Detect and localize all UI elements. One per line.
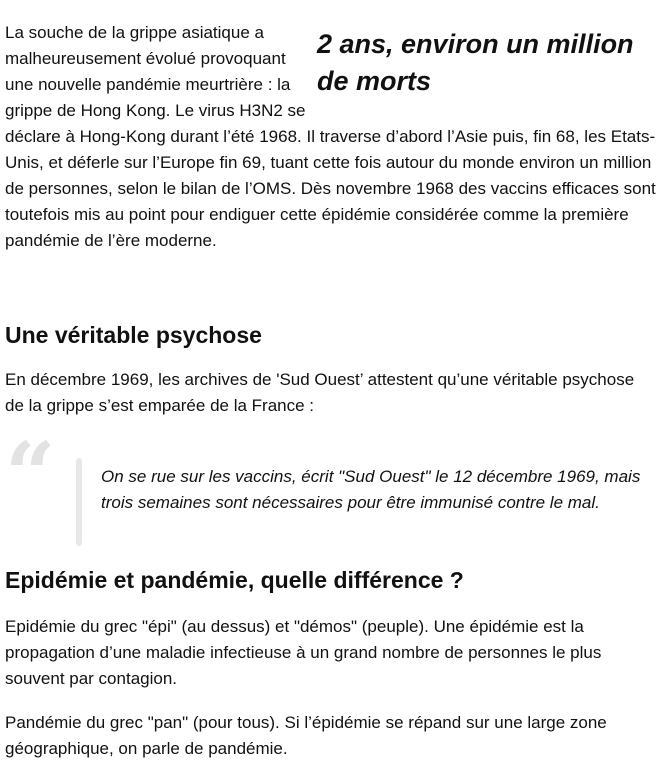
quote-text: On se rue sur les vaccins, écrit "Sud Ouest" le 12 décembre 1969, mais trois semaines sont nécessaires pour être immunisé contre le mal. <box>101 467 641 512</box>
pull-quote: 2 ans, environ un million de morts <box>317 29 634 96</box>
quote-bar <box>76 458 82 546</box>
heading-psychose: Une véritable psychose <box>5 322 262 348</box>
paragraph-epidemie: Epidémie du grec "épi" (au dessus) et "démos" (peuple). Une épidémie est la propagation d’une maladie infectieuse à un grand nombre de personnes le plus souvent par contagion. <box>5 617 602 688</box>
blockquote <box>5 422 662 546</box>
intro-text: La souche de la grippe asiatique a malheureusement évolué provoquant une nouvelle pandémie meurtrière : la grippe de Hong Kong. Le virus H3N2 se déclare à Hong-Kong durant l’été 1968. Il traverse d’abord l’Asie puis, fin 68, les Etats-Unis, et déferle sur l’Europe fin 69, tuant cette fois autour du monde environ un million de personnes, selon le bilan de l’OMS. Dès novembre 1968 des vaccins efficaces sont toutefois mis au point pour endiguer cette épidémie considérée comme la première pandémie de l’ère moderne. <box>5 23 656 250</box>
heading-epidemie: Epidémie et pandémie, quelle différence ? <box>5 567 464 593</box>
paragraph-pandemie: Pandémie du grec "pan" (pour tous). Si l’épidémie se répand sur une large zone géographique, on parle de pandémie. <box>5 713 607 758</box>
quote-mark-icon: “ <box>5 422 56 526</box>
paragraph-psychose: En décembre 1969, les archives de 'Sud Ouest’ attestent qu’une véritable psychose de la grippe s’est emparée de la France : <box>5 370 635 415</box>
article-body <box>5 20 662 758</box>
intro-paragraph <box>5 20 662 254</box>
